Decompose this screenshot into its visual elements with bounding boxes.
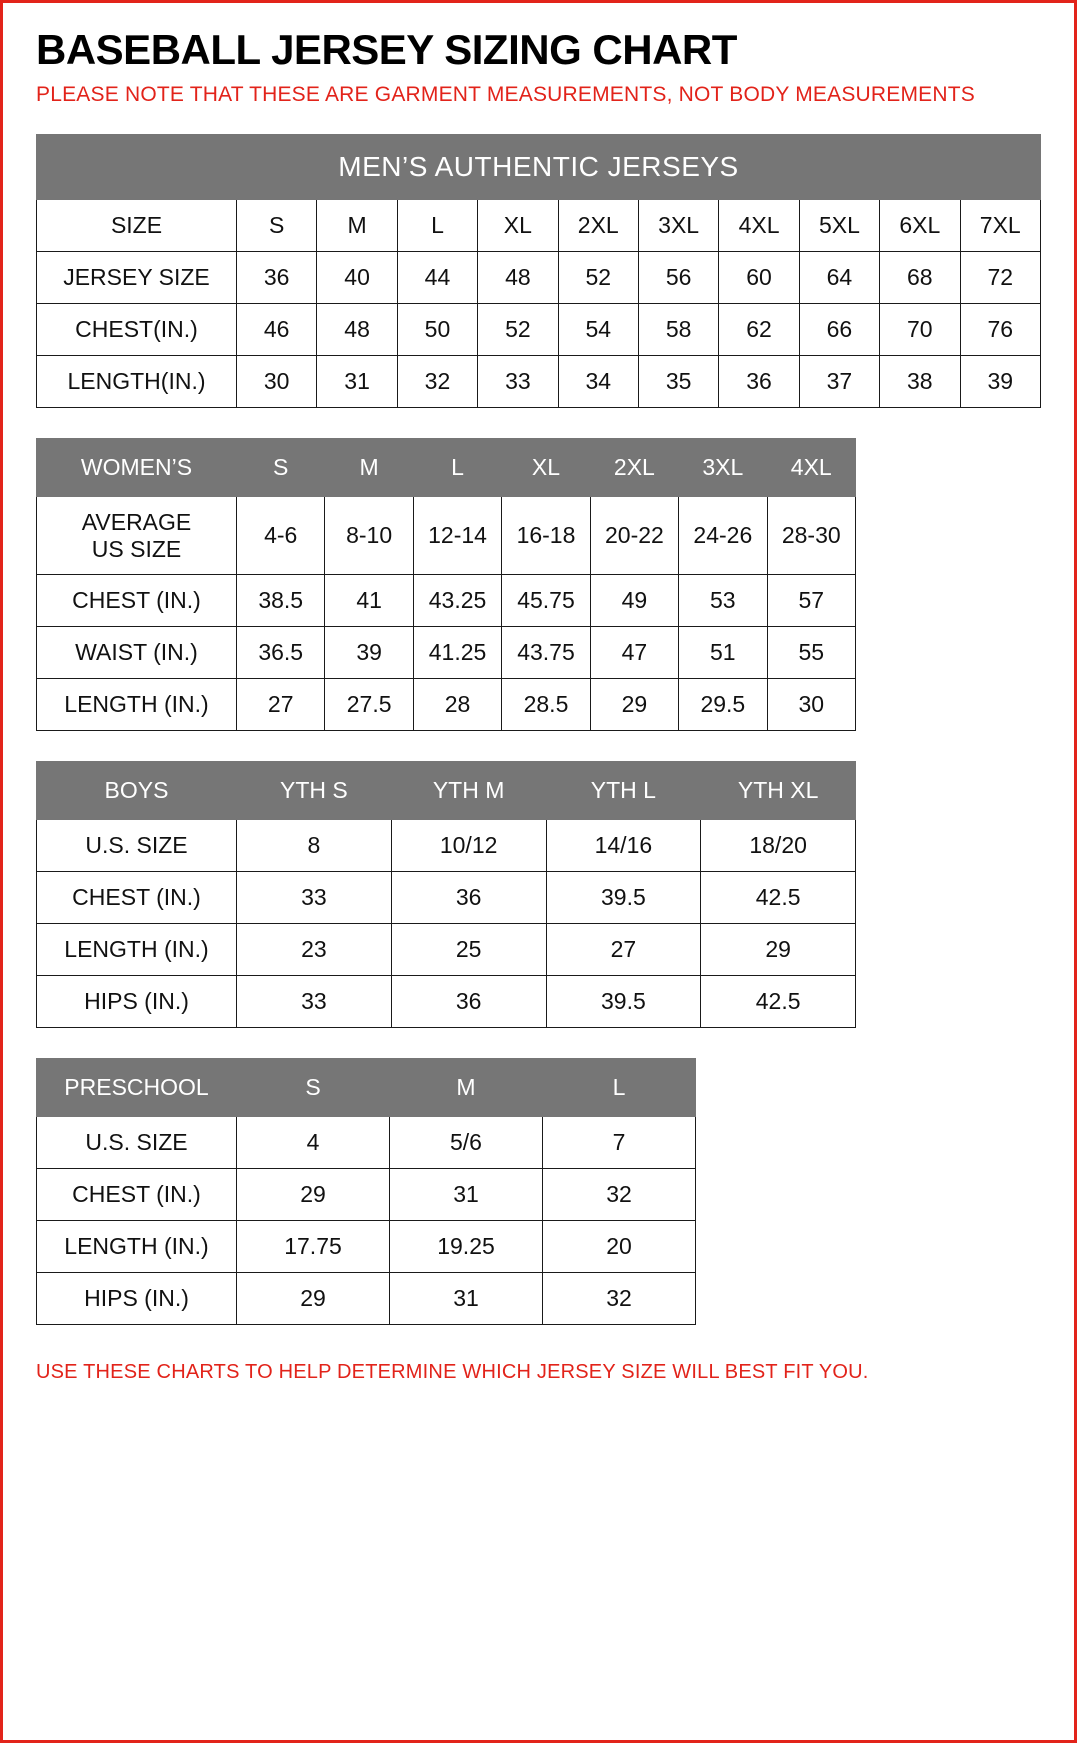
data-cell: 29 [237,1273,390,1325]
data-cell: 16-18 [502,497,590,575]
data-cell: 54 [558,304,638,356]
womens-table-body [37,439,856,731]
data-cell: 44 [397,252,477,304]
table-row [37,1221,696,1273]
boys-size-cell: YTH M [391,762,546,820]
boys-sizing-table [36,761,856,1028]
data-cell: 36 [391,976,546,1028]
data-cell: 66 [799,304,879,356]
data-cell: 8-10 [325,497,413,575]
data-cell: 29 [237,1169,390,1221]
data-cell: 48 [478,252,558,304]
table-row [37,575,856,627]
data-cell: 27 [546,924,701,976]
row-label [37,497,237,575]
data-cell: 36.5 [237,627,325,679]
data-cell: 4 [237,1117,390,1169]
data-cell: 53 [679,575,767,627]
data-cell: 32 [397,356,477,408]
mens-size-cell: 2XL [558,200,638,252]
data-cell: 10/12 [391,820,546,872]
womens-size-cell: XL [502,439,590,497]
data-cell: 8 [237,820,392,872]
data-cell: 60 [719,252,799,304]
mens-banner-label: MEN’S AUTHENTIC JERSEYS [37,135,1041,200]
data-cell: 58 [638,304,718,356]
mens-size-label: SIZE [37,200,237,252]
data-cell: 29 [701,924,856,976]
data-cell: 33 [478,356,558,408]
data-cell: 45.75 [502,575,590,627]
table-row [37,627,856,679]
mens-size-cell: 3XL [638,200,718,252]
mens-sizing-table [36,134,1041,408]
row-label: JERSEY SIZE [37,252,237,304]
womens-header-row [37,439,856,497]
mens-chart-block [36,134,1041,408]
data-cell: 42.5 [701,976,856,1028]
boys-label: BOYS [37,762,237,820]
table-row [37,820,856,872]
womens-size-cell: L [413,439,501,497]
table-row [37,679,856,731]
data-cell: 33 [237,976,392,1028]
data-cell: 39 [325,627,413,679]
mens-size-cell: L [397,200,477,252]
page-subtitle: PLEASE NOTE THAT THESE ARE GARMENT MEASUREMENTS, NOT BODY MEASUREMENTS [36,83,975,107]
data-cell: 23 [237,924,392,976]
data-cell: 56 [638,252,718,304]
mens-banner-row [37,135,1041,200]
data-cell: 30 [767,679,855,731]
data-cell: 40 [317,252,397,304]
table-row [37,1169,696,1221]
data-cell: 41.25 [413,627,501,679]
data-cell: 38.5 [237,575,325,627]
data-cell: 70 [880,304,960,356]
row-label: CHEST (IN.) [37,575,237,627]
data-cell: 7 [543,1117,696,1169]
mens-table-body [37,135,1041,408]
preschool-table-body [37,1059,696,1325]
row-label: HIPS (IN.) [37,1273,237,1325]
mens-size-cell: 6XL [880,200,960,252]
table-row [37,356,1041,408]
preschool-sizing-table [36,1058,696,1325]
table-row [37,872,856,924]
table-row [37,1117,696,1169]
data-cell: 24-26 [679,497,767,575]
table-row [37,924,856,976]
womens-size-cell: 2XL [590,439,678,497]
data-cell: 76 [960,304,1040,356]
mens-size-cell: XL [478,200,558,252]
data-cell: 52 [478,304,558,356]
data-cell: 34 [558,356,638,408]
data-cell: 29.5 [679,679,767,731]
preschool-size-cell: M [390,1059,543,1117]
table-row [37,976,856,1028]
data-cell: 48 [317,304,397,356]
mens-size-cell: S [237,200,317,252]
row-label: U.S. SIZE [37,820,237,872]
data-cell: 36 [391,872,546,924]
data-cell: 28 [413,679,501,731]
row-label: WAIST (IN.) [37,627,237,679]
womens-sizing-table [36,438,856,731]
row-label-line1: AVERAGE [81,509,192,536]
womens-chart-block [36,438,1041,731]
data-cell: 39.5 [546,976,701,1028]
data-cell: 32 [543,1273,696,1325]
boys-size-cell: YTH XL [701,762,856,820]
boys-size-cell: YTH L [546,762,701,820]
row-label: LENGTH (IN.) [37,924,237,976]
page-title: BASEBALL JERSEY SIZING CHART [36,26,737,73]
data-cell: 43.25 [413,575,501,627]
data-cell: 31 [390,1169,543,1221]
data-cell: 36 [237,252,317,304]
table-row [37,1273,696,1325]
boys-chart-block [36,761,1041,1028]
data-cell: 55 [767,627,855,679]
womens-size-cell: 3XL [679,439,767,497]
data-cell: 52 [558,252,638,304]
row-label-line2: US SIZE [91,535,182,562]
table-row [37,252,1041,304]
data-cell: 32 [543,1169,696,1221]
preschool-chart-block [36,1058,1041,1325]
data-cell: 5/6 [390,1117,543,1169]
row-label: CHEST (IN.) [37,1169,237,1221]
data-cell: 19.25 [390,1221,543,1273]
data-cell: 35 [638,356,718,408]
mens-size-header-row [37,200,1041,252]
preschool-size-cell: S [237,1059,390,1117]
data-cell: 25 [391,924,546,976]
table-row [37,497,856,575]
womens-size-cell: 4XL [767,439,855,497]
data-cell: 38 [880,356,960,408]
data-cell: 62 [719,304,799,356]
boys-table-body [37,762,856,1028]
row-label: CHEST(IN.) [37,304,237,356]
mens-size-cell: M [317,200,397,252]
womens-label: WOMEN’S [37,439,237,497]
data-cell: 20 [543,1221,696,1273]
data-cell: 36 [719,356,799,408]
womens-size-cell: S [237,439,325,497]
data-cell: 42.5 [701,872,856,924]
row-label: HIPS (IN.) [37,976,237,1028]
data-cell: 43.75 [502,627,590,679]
data-cell: 31 [390,1273,543,1325]
footer-note: USE THESE CHARTS TO HELP DETERMINE WHICH JERSEY SIZE WILL BEST FIT YOU. [36,1361,869,1384]
data-cell: 31 [317,356,397,408]
preschool-label: PRESCHOOL [37,1059,237,1117]
data-cell: 27 [237,679,325,731]
preschool-header-row [37,1059,696,1117]
data-cell: 20-22 [590,497,678,575]
row-label: CHEST (IN.) [37,872,237,924]
table-row [37,304,1041,356]
data-cell: 18/20 [701,820,856,872]
data-cell: 51 [679,627,767,679]
preschool-size-cell: L [543,1059,696,1117]
mens-size-cell: 5XL [799,200,879,252]
data-cell: 28.5 [502,679,590,731]
data-cell: 17.75 [237,1221,390,1273]
data-cell: 68 [880,252,960,304]
data-cell: 39.5 [546,872,701,924]
data-cell: 30 [237,356,317,408]
row-label: LENGTH(IN.) [37,356,237,408]
mens-size-cell: 7XL [960,200,1040,252]
data-cell: 14/16 [546,820,701,872]
data-cell: 27.5 [325,679,413,731]
data-cell: 39 [960,356,1040,408]
data-cell: 64 [799,252,879,304]
data-cell: 12-14 [413,497,501,575]
boys-header-row [37,762,856,820]
womens-size-cell: M [325,439,413,497]
row-label: LENGTH (IN.) [37,679,237,731]
row-label: U.S. SIZE [37,1117,237,1169]
data-cell: 33 [237,872,392,924]
data-cell: 4-6 [237,497,325,575]
data-cell: 47 [590,627,678,679]
data-cell: 41 [325,575,413,627]
data-cell: 49 [590,575,678,627]
data-cell: 29 [590,679,678,731]
mens-size-cell: 4XL [719,200,799,252]
data-cell: 72 [960,252,1040,304]
data-cell: 50 [397,304,477,356]
data-cell: 28-30 [767,497,855,575]
data-cell: 57 [767,575,855,627]
data-cell: 37 [799,356,879,408]
row-label: LENGTH (IN.) [37,1221,237,1273]
data-cell: 46 [237,304,317,356]
boys-size-cell: YTH S [237,762,392,820]
